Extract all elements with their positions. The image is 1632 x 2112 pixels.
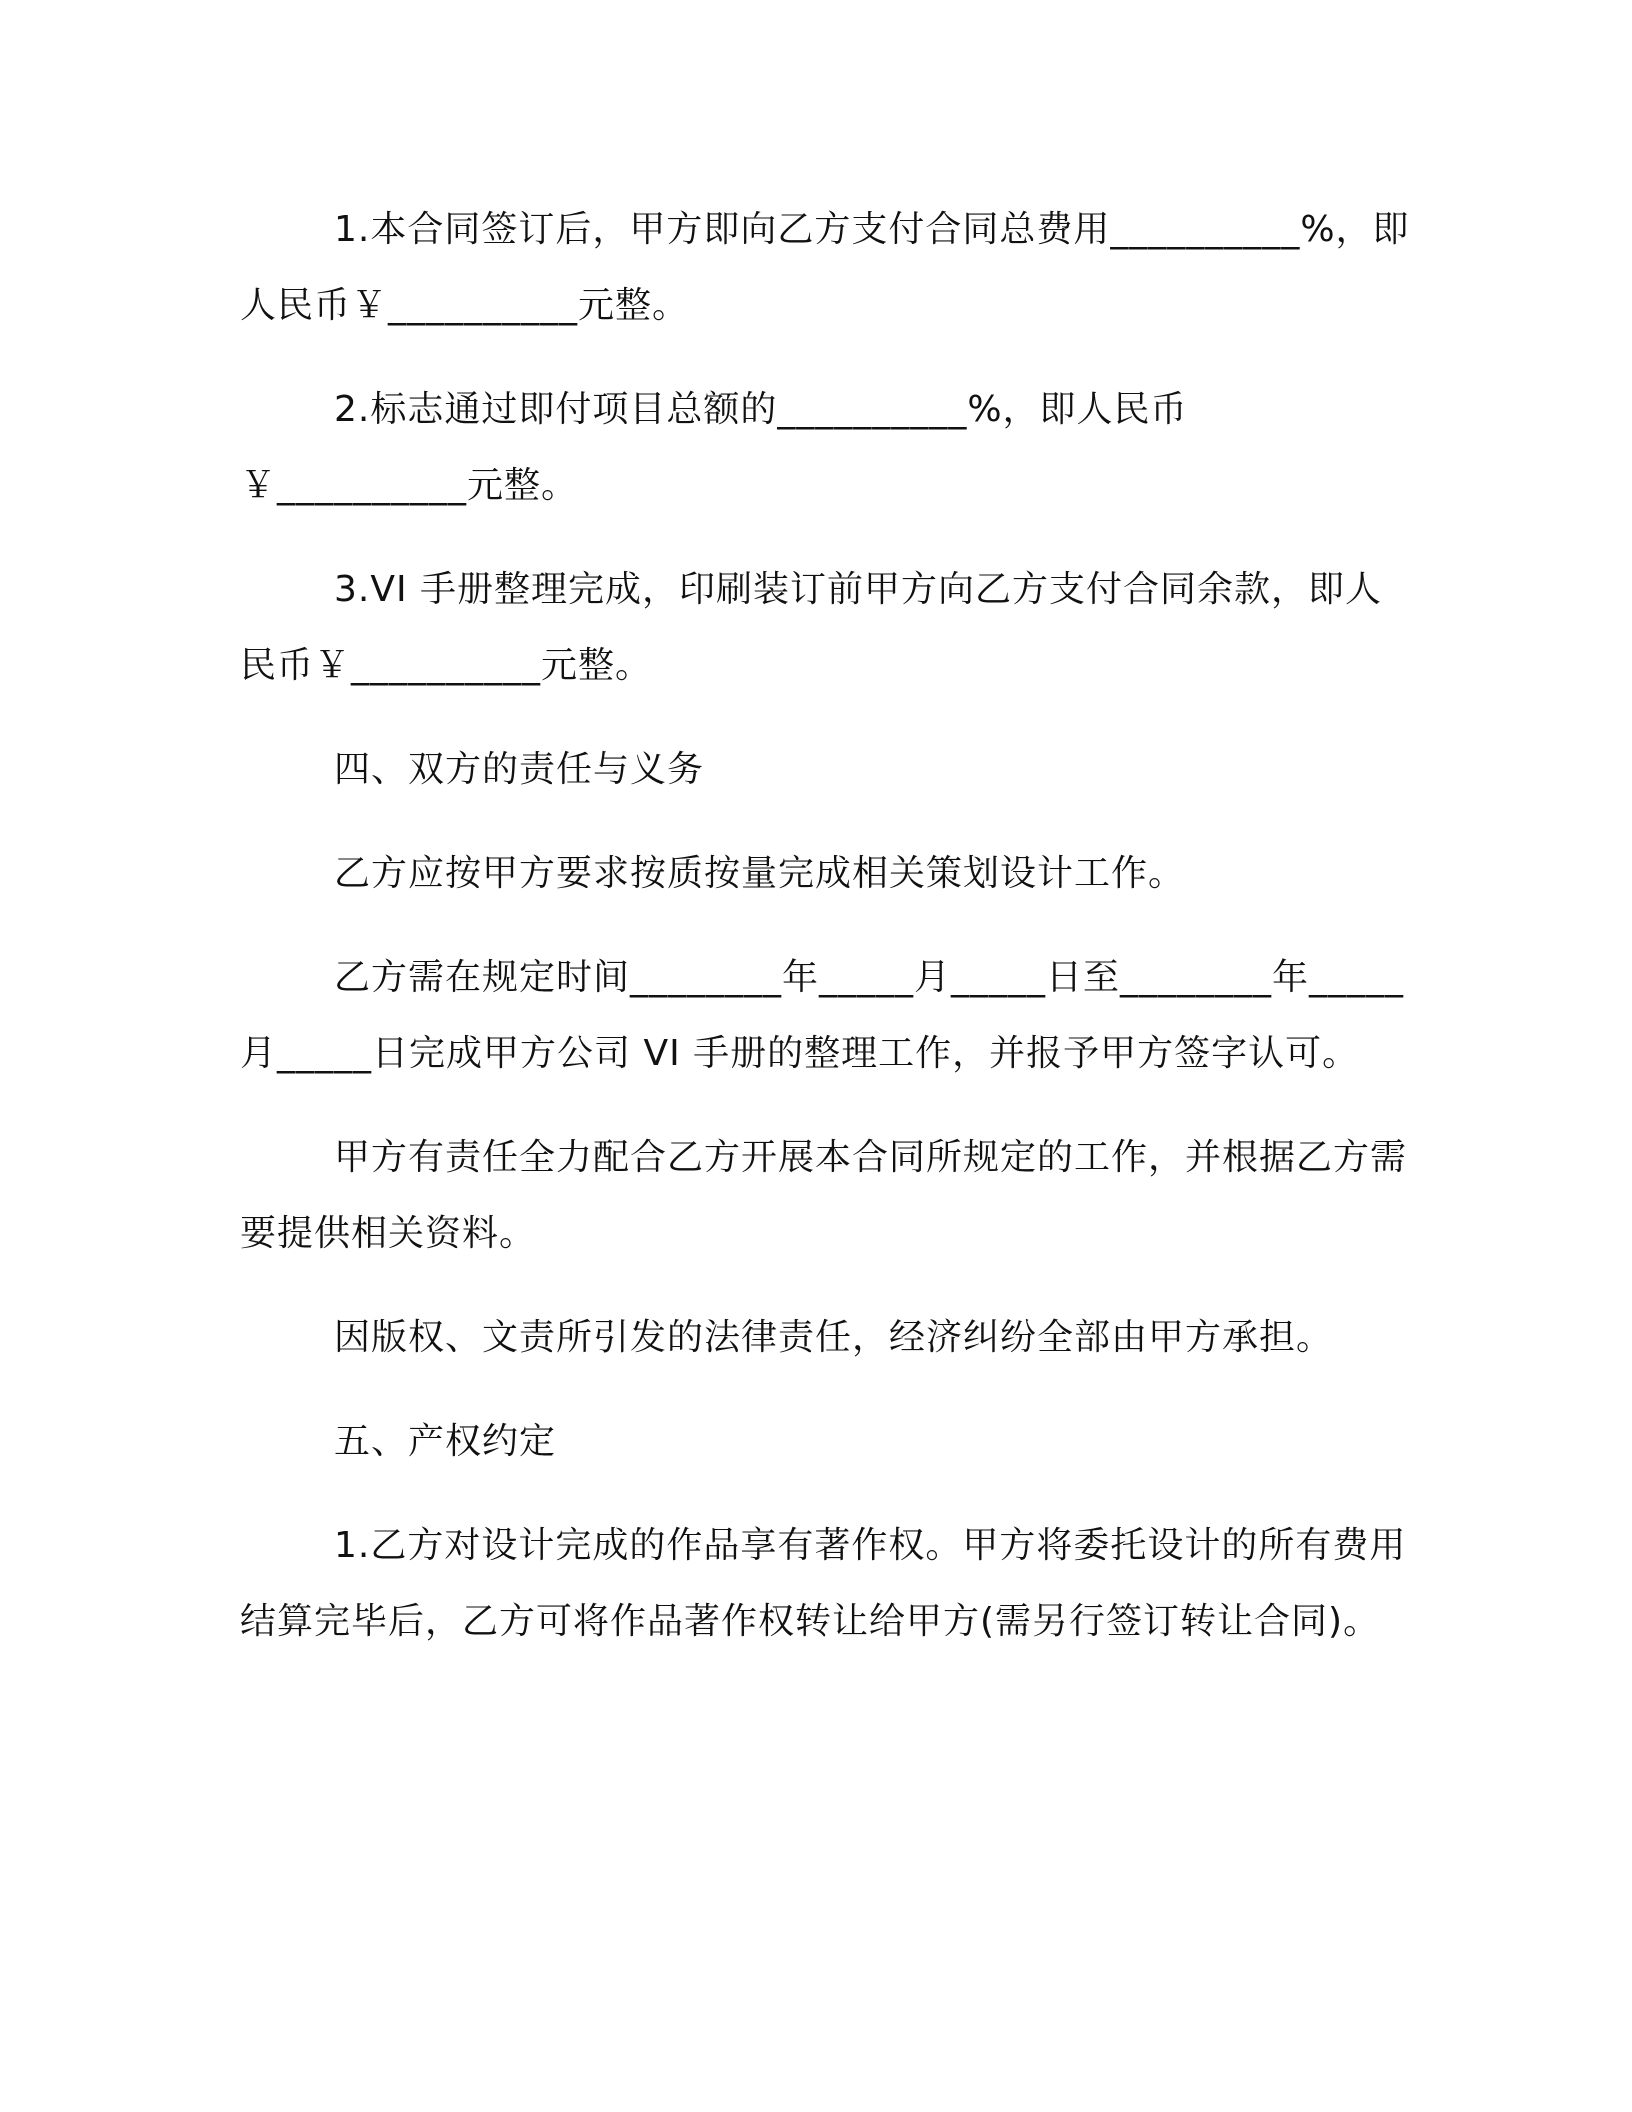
clause-payment-3: 3.VI 手册整理完成，印刷装订前甲方向乙方支付合同余款，即人民币￥__________元整。 — [240, 569, 1383, 686]
section-heading-responsibilities: 四、双方的责任与义务 — [334, 749, 705, 790]
document-body — [240, 192, 1410, 1688]
clause-legal-liability: 因版权、文责所引发的法律责任，经济纠纷全部由甲方承担。 — [334, 1317, 1334, 1358]
section-heading-property-rights: 五、产权约定 — [334, 1421, 557, 1462]
clause-payment-2: 2.标志通过即付项目总额的__________%，即人民币￥__________元整。 — [240, 389, 1188, 506]
clause-payment-1: 1.本合同签订后，甲方即向乙方支付合同总费用__________%，即人民币￥__________元整。 — [240, 209, 1410, 326]
clause-party-b-deadline: 乙方需在规定时间________年_____月_____日至________年_____月_____日完成甲方公司 VI 手册的整理工作，并报予甲方签字认可。 — [240, 957, 1405, 1074]
clause-party-b-quality: 乙方应按甲方要求按质按量完成相关策划设计工作。 — [334, 853, 1186, 894]
clause-copyright: 1.乙方对设计完成的作品享有著作权。甲方将委托设计的所有费用结算完毕后，乙方可将作品著作权转让给甲方(需另行签订转让合同)。 — [240, 1525, 1407, 1642]
clause-party-a-cooperation: 甲方有责任全力配合乙方开展本合同所规定的工作，并根据乙方需要提供相关资料。 — [240, 1137, 1408, 1254]
